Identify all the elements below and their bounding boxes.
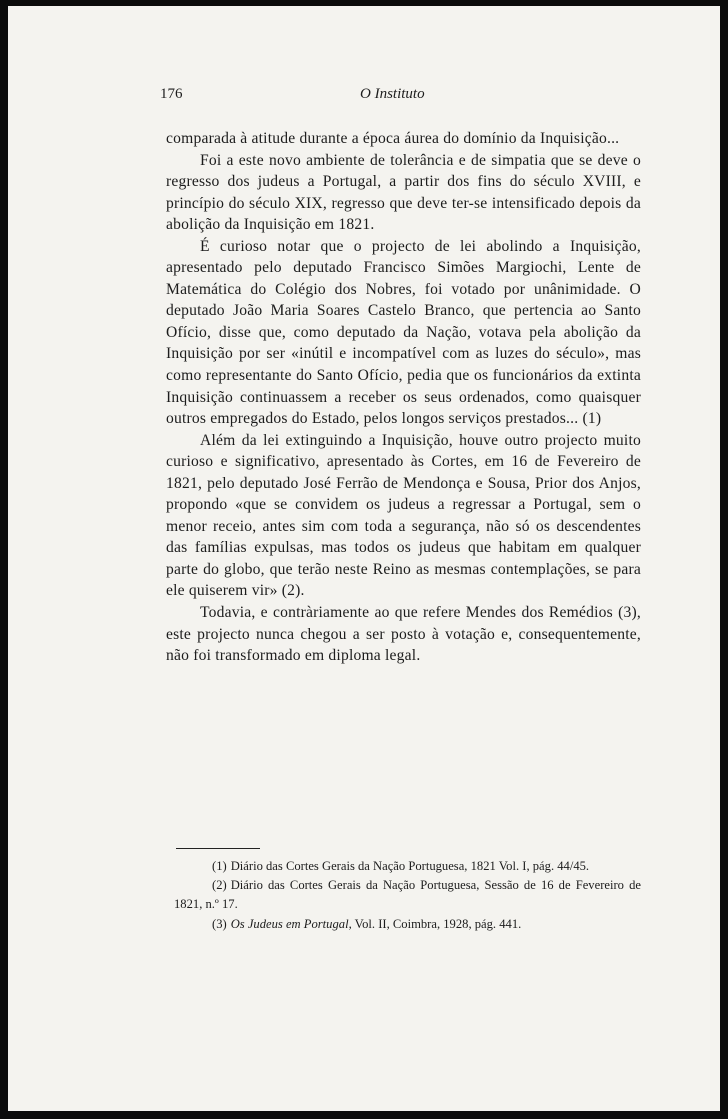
paragraph-5-text-b: , este projecto nunca chegou a ser posto à votação e, consequentemente, não foi transformado em diploma legal. — [166, 604, 641, 665]
page-header — [160, 86, 641, 110]
paragraph-3 — [166, 236, 641, 430]
paragraph-3-text: É curioso notar que o projecto de lei abolindo a Inquisição, apresentado pelo deputado Francisco Simões Margiochi, Lente de Matemática do Colégio dos Nobres, foi votado por unânimidade. O deputado João Maria Soares Castelo Branco, que pertencia ao Santo Ofício, disse que, como deputado da Nação, votava pela abolição da Inquisição por ser «inútil e incompatível com as luzes do século», mas como representante do Santo Ofício, pedia que os funcionários da extinta Inquisição continuassem a receber os seus ordenados, como quaisquer outros empregados do Estado, pelos longos serviços prestados... — [166, 237, 641, 428]
footnote-ref-3: (3) — [618, 604, 637, 622]
paragraph-5 — [166, 602, 641, 667]
footnote-ref-2: (2). — [281, 582, 305, 600]
footnote-ref-1: (1) — [582, 410, 602, 428]
paragraph-2: Foi a este novo ambiente de tolerância e de simpatia que se deve o regresso dos judeus a Portugal, a partir dos fins do século XVIII, e princípio do século XIX, regresso que deve ter-se intensificado depois da abolição da Inquisição em 1821. — [166, 151, 641, 234]
paragraph-4 — [166, 430, 641, 602]
footnote-1 — [174, 857, 641, 876]
footnote-3-marker: (3) — [212, 916, 227, 931]
footnote-2-marker: (2) — [212, 878, 227, 893]
footnote-1-text: Diário das Cortes Gerais da Nação Portuguesa, 1821 Vol. I, pág. 44/45. — [230, 859, 590, 873]
footnotes — [174, 857, 641, 934]
footnote-3-text: Vol. II, Coimbra, 1928, pág. 441. — [351, 916, 522, 931]
footnote-3 — [174, 915, 641, 934]
footnote-3-title: Os Judeus em Portugal, — [230, 916, 352, 931]
running-title: O Instituto — [360, 86, 425, 102]
paragraph-4-text: Além da lei extinguindo a Inquisição, houve outro projecto muito curioso e significativo, apresentado às Cortes, em 16 de Fevereiro de 1821, pelo deputado José Ferrão de Mendonça e Sousa, Prior dos Anjos, propondo «que se convidem os judeus a regressar a Portugal, sem o menor receio, antes sim com toda a segurança, não só os descendentes das famílias expulsas, mas todos os judeus que habitam em qualquer parte do globo, que terão neste Reino as mesmas contemplações, se para ele quiserem vir» — [166, 431, 641, 600]
footnote-1-marker: (1) — [212, 859, 227, 873]
footnote-2 — [174, 876, 641, 914]
page-number: 176 — [160, 86, 183, 102]
paragraph-5-text-a: Todavia, e contràriamente ao que refere Mendes dos Remédios — [200, 604, 613, 622]
body-text — [166, 128, 641, 667]
paragraph-1: comparada à atitude durante a época áurea do domínio da Inquisição... — [166, 130, 620, 147]
footnote-2-text: Diário das Cortes Gerais da Nação Portuguesa, Sessão de 16 de Fevereiro de 1821, n.º 17. — [174, 878, 641, 912]
footnote-divider — [176, 848, 260, 849]
